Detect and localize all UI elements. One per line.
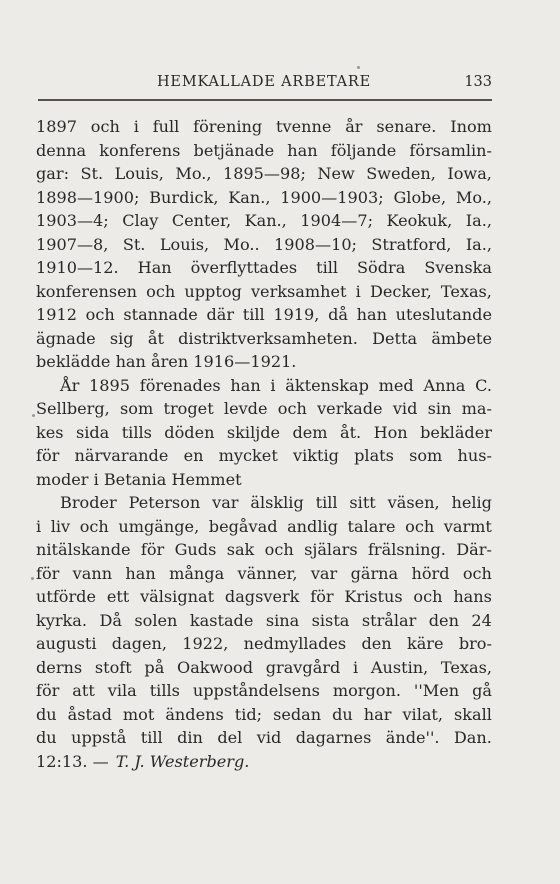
word: viktig [293,446,339,465]
word: verkade [317,399,383,418]
word: varmt [443,516,492,536]
word: i [353,657,359,677]
word: att [72,681,95,700]
text-line [36,374,492,398]
word: 1895—98; [222,164,306,183]
text-line [36,303,492,327]
word: mycket [218,446,278,465]
word: augusti [36,634,97,653]
signature-line [36,750,492,774]
word: den [428,610,459,630]
word: sin [427,399,452,418]
word: dagsverk [224,587,300,606]
word: Ia., [465,234,492,254]
word: och [90,117,120,136]
word: och [277,399,307,418]
text-line: beklädde han åren 1916—1921. [36,352,297,371]
text-line: 12:13. — [36,751,109,771]
text-line [36,679,492,703]
word: med [378,375,414,395]
word: sig [109,328,134,348]
text-line [36,280,492,304]
word: Sweden, [366,164,436,183]
text-line [36,491,492,515]
word: umgänge, [118,516,200,536]
word: hörd [411,563,450,583]
word: Louis, [114,164,164,183]
word: den [361,634,392,653]
word: dem [292,422,328,442]
word: dagen, [111,634,168,653]
running-head: HEMKALLADE ARBETARE [156,74,372,90]
text-line [36,562,492,586]
word: och [462,563,492,583]
word: tills [149,681,180,700]
word: Mo., [455,187,492,207]
word: 1904—7; [300,211,373,230]
word: tid; [234,704,263,724]
word: Anna [423,375,466,395]
word: närvarande [74,446,169,465]
word: konferens [99,140,181,160]
word: sista [311,610,350,630]
word: vänner, [237,563,298,583]
word: du [36,704,57,724]
word: vann [72,563,113,583]
word: välsignat [140,587,215,606]
word: och [264,540,294,559]
word: talare [347,516,396,536]
word: Sellberg, [36,399,110,418]
header-rule [38,99,492,101]
word: för [36,446,60,465]
word: betjänade [193,140,275,160]
word: morgon. [332,681,401,700]
word: uppståndelsens [192,681,320,700]
word: då [328,305,348,324]
author-signature: T. J. Westerberg. [115,751,250,771]
word: vid [256,728,282,747]
word: för [36,563,60,583]
word: 24 [471,610,492,630]
word: där [206,305,235,324]
word: konferensen [36,281,138,301]
word: var [212,493,239,512]
word: Södra [357,258,406,277]
word: Mo.. [223,234,260,254]
page-number: 133 [464,74,492,90]
word: upptog [184,281,242,301]
word: ämbete [431,328,492,348]
word: sina [265,610,300,630]
word: sedan [273,704,322,724]
word: 1908—10; [274,234,357,254]
word: 1898—1900; [36,187,140,207]
word: Han [137,258,172,277]
text-line [36,632,492,656]
word: gar: [36,164,70,183]
word: denna [36,140,87,160]
word: del [217,728,243,747]
word: du [332,704,353,724]
word: mot [122,704,155,724]
word: ett [106,587,130,606]
text-line [36,256,492,280]
word: åt [147,328,164,348]
word: en [183,446,204,465]
word: käre [406,634,444,653]
word: vila [107,681,137,700]
word: liv [50,516,71,536]
word: År [60,375,80,395]
word: Kan., [244,211,287,230]
word: 1907—8, [36,234,109,254]
word: din [177,728,203,747]
word: förenades [139,375,221,395]
word: uppstå [71,728,127,747]
word: ''Men [413,681,460,700]
word: Kan., [228,187,271,207]
word: förening [193,117,263,136]
word: Peterson [128,493,201,512]
word: troget [163,399,214,418]
page-speck [32,414,35,417]
word: församlin- [409,140,492,160]
word: tills [121,422,152,442]
word: uteslutande [395,305,492,324]
word: döden [164,422,215,442]
word: derns [36,657,83,677]
word: solen [134,610,178,630]
word: älsklig [250,493,304,512]
word: nedmyllades [243,634,347,653]
text-line [36,233,492,257]
word: Burdick, [149,187,219,207]
word: distriktverksamheten. [178,328,358,348]
word: ma- [461,399,492,418]
word: bro- [458,634,492,653]
word: i [133,117,139,136]
word: Då [99,610,122,630]
word: Stratford, [371,234,452,254]
word: för [310,587,334,606]
word: som [120,399,154,418]
word: åstad [67,704,112,724]
word: till [140,728,163,747]
text-line [36,421,492,445]
word: äktenskap [285,375,369,395]
word: hans [453,587,492,606]
word: vid [392,399,418,418]
word: skiljde [226,422,281,442]
word: var [310,563,338,583]
word: Texas, [440,281,492,301]
word: stannade [123,305,198,324]
word: 1910—12. [36,258,119,277]
text-line [36,162,492,186]
word: vilat, [402,704,444,724]
word: Dan. [453,728,492,747]
word: Mo., [175,164,212,183]
word: St. [80,164,104,183]
word: kes [36,422,64,442]
word: följande [330,140,397,160]
word: utförde [36,587,96,606]
page-speck [31,577,34,580]
word: levde [223,399,268,418]
word: Center, [171,211,232,230]
word: på [144,657,165,677]
text-line: moder i Betania Hemmet [36,469,242,489]
word: begåvad [208,516,278,536]
word: ände''. [385,728,440,747]
word: till [315,493,338,512]
word: för [36,681,60,700]
word: och [79,516,109,536]
word: helig [451,493,492,512]
word: Kristus [344,587,403,606]
word: och [413,587,443,606]
word: kyrka. [36,610,88,630]
word: Louis, [159,234,210,254]
word: Svenska [424,258,492,277]
page-header [36,74,492,94]
word: ändens [165,704,224,724]
word: stoft [94,657,132,677]
word: överflyttades [190,258,298,277]
word: Decker, [369,281,432,301]
text-line [36,703,492,727]
word: till [242,305,265,324]
text-line [36,115,492,139]
word: New [317,164,355,183]
word: många [169,563,225,583]
text-line [36,444,492,468]
word: kastade [189,610,254,630]
word: full [152,117,180,136]
word: 1922, [182,634,229,653]
word: själars [304,540,358,559]
word: C. [475,375,492,395]
word: i [355,281,361,301]
text-line [36,186,492,210]
word: sida [75,422,110,442]
text-line [36,327,492,351]
word: och [405,516,435,536]
word: till [316,258,339,277]
page-speck [357,66,360,69]
word: frälsning. [367,540,446,559]
word: och [146,281,176,301]
word: nitälskande [36,540,131,559]
word: dagarnes [295,728,372,747]
word: väsen, [387,493,440,512]
word: gärna [350,563,399,583]
word: Oakwood [177,657,254,677]
word: år [345,117,363,136]
word: Globe, [393,187,447,207]
text-line [36,397,492,421]
word: Texas, [440,657,492,677]
word: Guds [174,540,217,559]
word: Inom [450,117,492,136]
text-line [36,656,492,680]
word: Keokuk, [386,211,453,230]
word: Hon [373,422,408,442]
word: strålar [361,610,417,630]
word: Iowa, [447,164,492,183]
word: sitt [349,493,376,512]
word: i [270,375,276,395]
word: Ia., [465,211,492,230]
text-line [36,609,492,633]
word: gravgård [265,657,341,677]
word: St. [122,234,146,254]
word: 1903—4; [36,211,109,230]
word: och [85,305,115,324]
text-line [36,585,492,609]
word: Clay [122,211,159,230]
word: andlig [287,516,338,536]
text-line [36,209,492,233]
word: i [36,516,42,536]
text-line [36,726,492,750]
word: han [356,305,387,324]
word: senare. [376,117,437,136]
word: 1912 [36,305,77,324]
word: tvenne [276,117,332,136]
word: Där- [456,540,492,559]
word: 1895 [89,375,131,395]
word: Broder [60,493,117,512]
word: Austin, [370,657,429,677]
word: gå [472,681,492,700]
word: du [36,728,57,747]
word: han [287,140,318,160]
word: som [409,446,443,465]
word: skall [454,704,492,724]
word: verksamhet [250,281,347,301]
word: han [125,563,156,583]
word: hus- [457,446,492,465]
word: 1900—1903; [280,187,384,207]
text-line [36,538,492,562]
text-line [36,139,492,163]
word: plats [354,446,394,465]
word: sak [226,540,255,559]
body-text [36,115,492,773]
word: 1897 [36,117,77,136]
word: ägnade [36,328,96,348]
word: åt. [339,422,362,442]
text-line [36,515,492,539]
word: han [230,375,261,395]
word: Detta [372,328,418,348]
word: har [363,704,392,724]
word: för [140,540,165,559]
word: 1919, [273,305,320,324]
word: bekläder [420,422,492,442]
